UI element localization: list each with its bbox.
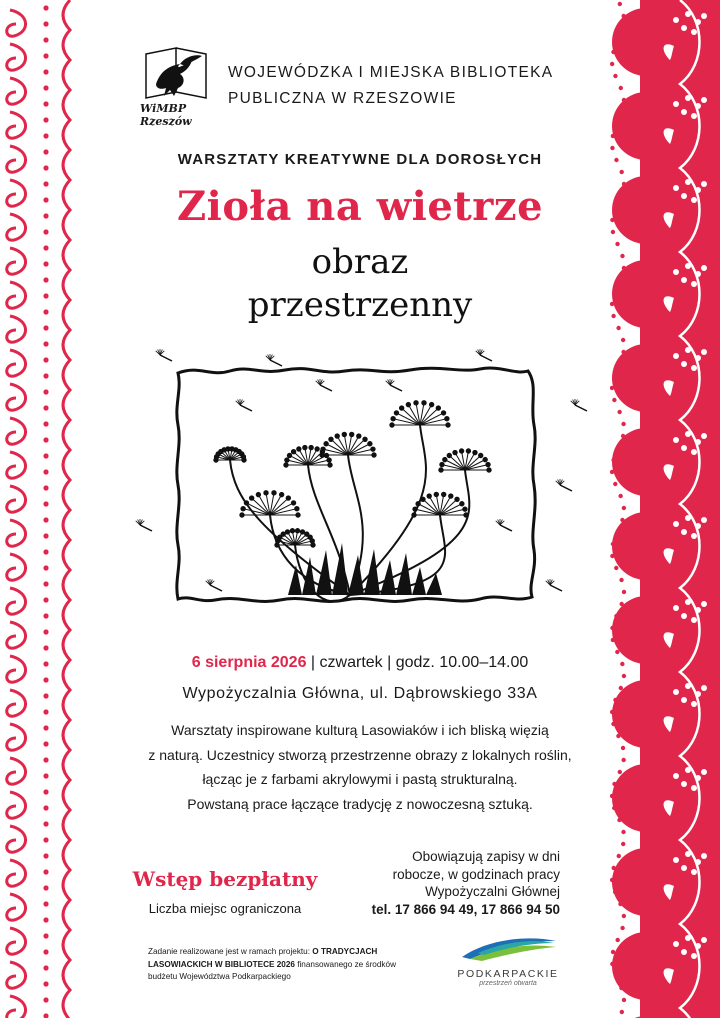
event-subtitle-line2: przestrzenny xyxy=(247,285,473,325)
footer-text: finansowanego ze środków xyxy=(294,959,396,969)
dandelion-illustration-icon xyxy=(120,345,590,635)
workshop-kind: WARSZTATY KREATYWNE DLA DOROSŁYCH xyxy=(177,151,543,168)
event-venue: Wypożyczalnia Główna, ul. Dąbrowskiego 33A xyxy=(182,685,538,702)
logo-text: WiMBP Rzeszów xyxy=(140,102,192,128)
description-line: Powstaną prace łączące tradycję z nowoczesną sztuką. xyxy=(187,795,533,812)
event-weekday: czwartek xyxy=(319,654,383,671)
footer-project-name: LASOWIACKICH W BIBLIOTECE 2026 xyxy=(148,959,295,969)
free-admission: Wstęp bezpłatny xyxy=(132,867,318,891)
footer-project-name: O TRADYCJACH xyxy=(312,947,378,956)
limited-seats: Liczba miejsc ograniczona xyxy=(148,901,302,916)
description-line: z naturą. Uczestnicy stworzą przestrzenne obrazy z lokalnych roślin, xyxy=(148,746,572,763)
podkarpackie-logo xyxy=(448,933,568,993)
podkarpackie-logo-icon xyxy=(448,933,568,963)
library-name xyxy=(228,60,553,112)
event-subtitle-line1: obraz xyxy=(311,242,409,282)
project-funding-note xyxy=(148,946,438,984)
event-description xyxy=(60,718,660,816)
library-name-line1: WOJEWÓDZKA I MIEJSKA BIBLIOTEKA xyxy=(228,64,554,81)
signup-line: Wypożyczalni Głównej xyxy=(425,884,560,899)
event-date: 6 sierpnia 2026 xyxy=(191,654,307,671)
description-line: Warsztaty inspirowane kulturą Lasowiaków i ich bliską więzią xyxy=(171,722,549,738)
footer-text: budżetu Województwa Podkarpackiego xyxy=(148,972,291,981)
library-name-line2: PUBLICZNA W RZESZOWIE xyxy=(228,90,457,107)
signup-info xyxy=(330,848,560,918)
event-date-time xyxy=(0,654,720,672)
library-logo xyxy=(140,44,216,128)
separator: | xyxy=(382,654,396,671)
footer-text: Zadanie realizowane jest w ramach projektu: xyxy=(148,947,313,956)
separator: | xyxy=(306,654,320,671)
signup-line: Obowiązują zapisy w dni xyxy=(412,849,560,864)
podkarpackie-name: PODKARPACKIE xyxy=(457,968,559,980)
description-line: łącząc je z farbami akrylowymi i pastą strukturalną. xyxy=(202,771,518,787)
event-title: Zioła na wietrze xyxy=(176,183,544,230)
signup-phone: tel. 17 866 94 49, 17 866 94 50 xyxy=(371,901,560,917)
signup-line: robocze, w godzinach pracy xyxy=(392,866,560,882)
podkarpackie-tagline: przestrzeń otwarta xyxy=(479,980,537,987)
event-hours: godz. 10.00–14.00 xyxy=(395,654,529,671)
